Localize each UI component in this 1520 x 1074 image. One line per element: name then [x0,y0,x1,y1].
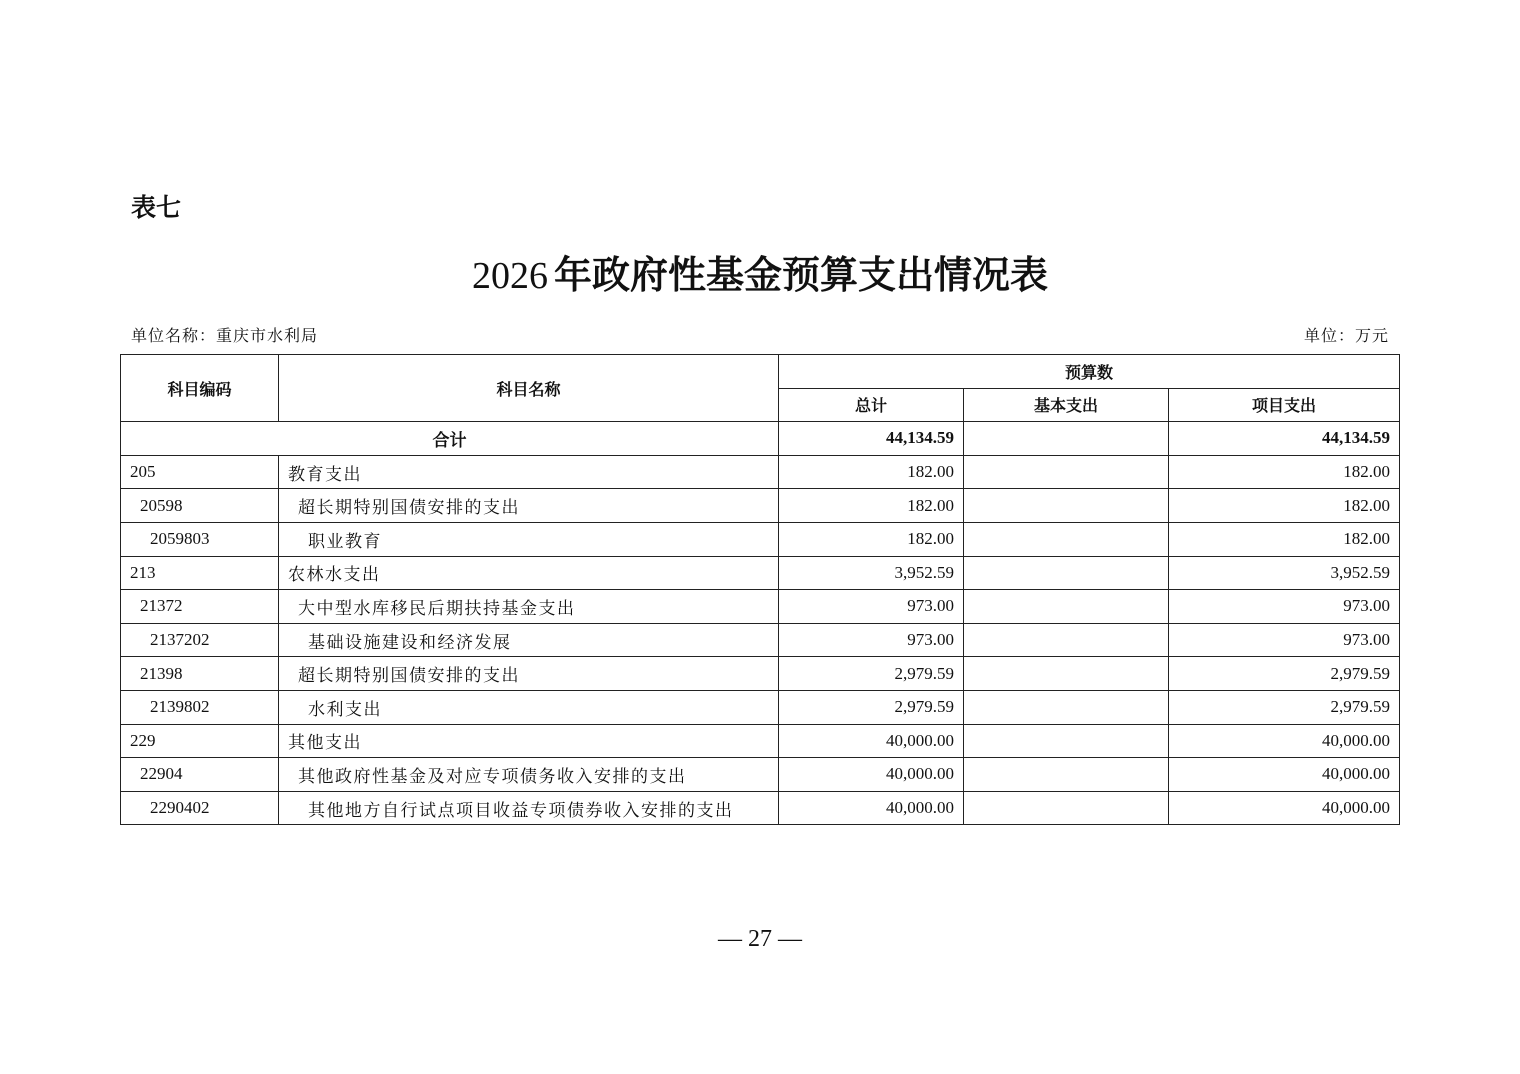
table-row [121,758,1400,792]
header-total: 总计 [779,388,964,422]
subject-name: 其他支出 [279,724,779,758]
basic-amount [964,724,1169,758]
basic-amount [964,657,1169,691]
total-amount: 2,979.59 [779,657,964,691]
total-project: 44,134.59 [1169,422,1400,456]
total-amount: 40,000.00 [779,724,964,758]
total-amount: 182.00 [779,489,964,523]
subject-code: 21372 [121,590,279,624]
basic-amount [964,791,1169,825]
project-amount: 3,952.59 [1169,556,1400,590]
total-amount: 182.00 [779,522,964,556]
subject-code: 21398 [121,657,279,691]
project-amount: 40,000.00 [1169,724,1400,758]
table-row [121,657,1400,691]
header-project: 项目支出 [1169,388,1400,422]
table-row [121,489,1400,523]
header-budget: 预算数 [779,355,1400,389]
page-title [0,250,1520,301]
subject-code: 229 [121,724,279,758]
total-row [121,422,1400,456]
total-amount: 40,000.00 [779,791,964,825]
project-amount: 182.00 [1169,522,1400,556]
project-amount: 2,979.59 [1169,657,1400,691]
header-name: 科目名称 [279,355,779,422]
basic-amount [964,590,1169,624]
total-amount: 182.00 [779,455,964,489]
project-amount: 182.00 [1169,455,1400,489]
subject-code: 205 [121,455,279,489]
subject-name: 教育支出 [279,455,779,489]
subject-code: 22904 [121,758,279,792]
total-basic [964,422,1169,456]
table-row [121,522,1400,556]
basic-amount [964,522,1169,556]
table-row [121,590,1400,624]
header-basic: 基本支出 [964,388,1169,422]
subject-name: 农林水支出 [279,556,779,590]
title-text: 年政府性基金预算支出情况表 [553,252,1048,297]
subject-code: 2139802 [121,690,279,724]
subject-name: 超长期特别国债安排的支出 [279,657,779,691]
subject-name: 其他地方自行试点项目收益专项债券收入安排的支出 [279,791,779,825]
table-row [121,724,1400,758]
total-amount: 973.00 [779,590,964,624]
table-row [121,623,1400,657]
page-number: — 27 — [718,926,802,952]
subject-name: 超长期特别国债安排的支出 [279,489,779,523]
subject-name: 基础设施建设和经济发展 [279,623,779,657]
basic-amount [964,690,1169,724]
project-amount: 973.00 [1169,590,1400,624]
basic-amount [964,623,1169,657]
subject-code: 213 [121,556,279,590]
project-amount: 973.00 [1169,623,1400,657]
total-amount: 3,952.59 [779,556,964,590]
project-amount: 182.00 [1169,489,1400,523]
subject-code: 2137202 [121,623,279,657]
total-amount: 973.00 [779,623,964,657]
project-amount: 2,979.59 [1169,690,1400,724]
table-row [121,556,1400,590]
subject-name: 水利支出 [279,690,779,724]
subject-name: 职业教育 [279,522,779,556]
table-row [121,690,1400,724]
total-amount: 40,000.00 [779,758,964,792]
total-amount: 2,979.59 [779,690,964,724]
table-row [121,455,1400,489]
unit-label: 单位：万元 [1303,326,1389,345]
project-amount: 40,000.00 [1169,791,1400,825]
title-year: 2026 [471,255,548,297]
table-row [121,791,1400,825]
subject-name: 大中型水库移民后期扶持基金支出 [279,590,779,624]
subject-name: 其他政府性基金及对应专项债务收入安排的支出 [279,758,779,792]
basic-amount [964,556,1169,590]
subject-code: 2290402 [121,791,279,825]
subject-code: 20598 [121,489,279,523]
basic-amount [964,455,1169,489]
table-label: 表七 [131,193,182,222]
project-amount: 40,000.00 [1169,758,1400,792]
total-label: 合计 [121,422,779,456]
unit-name: 单位名称：重庆市水利局 [131,326,319,345]
header-code: 科目编码 [121,355,279,422]
subject-code: 2059803 [121,522,279,556]
total-sum: 44,134.59 [779,422,964,456]
basic-amount [964,489,1169,523]
basic-amount [964,758,1169,792]
budget-table [120,354,1400,825]
